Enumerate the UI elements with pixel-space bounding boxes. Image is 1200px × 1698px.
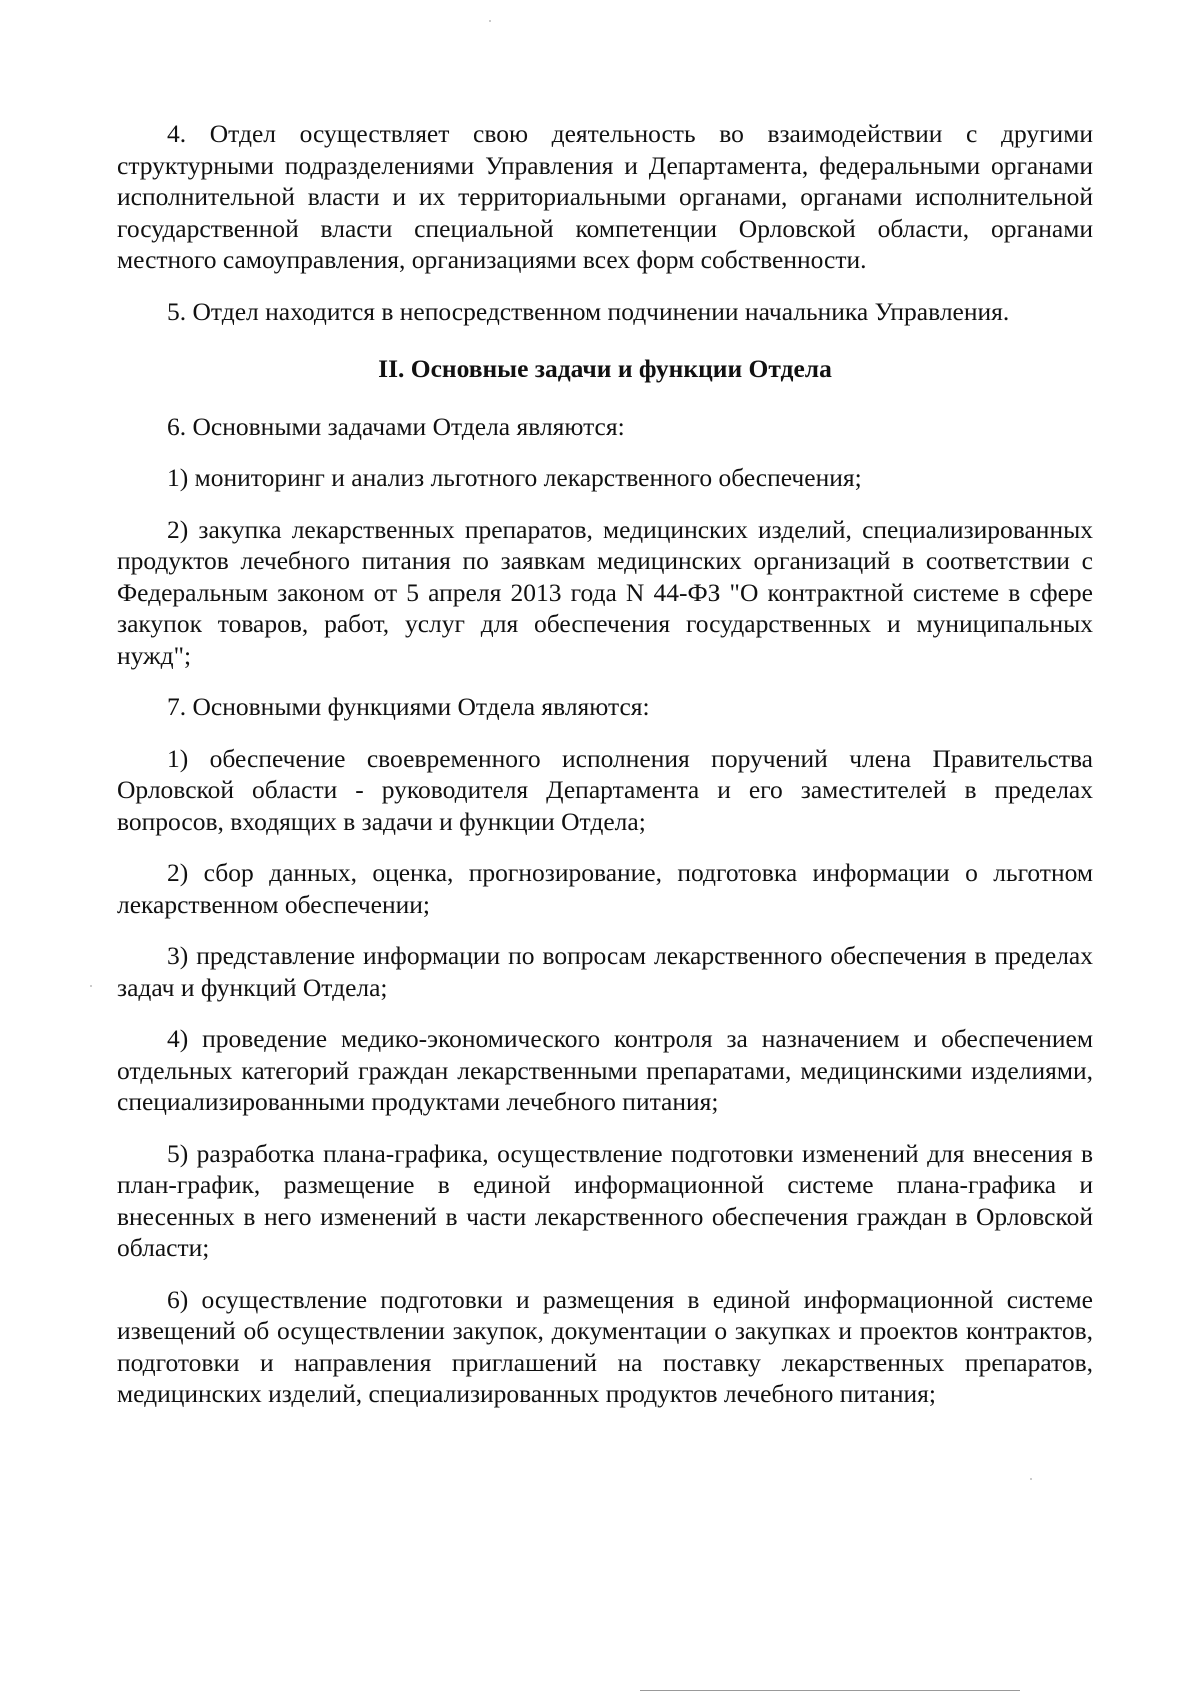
scan-speck bbox=[1030, 1478, 1032, 1480]
scan-edge-line bbox=[640, 1690, 1020, 1691]
function-item-4: 4) проведение медико-экономического контроля за назначением и обеспечением отдельных категорий граждан лекарственными препаратами, медицинскими изделиями, специализированными продуктами лечебного питания; bbox=[117, 1024, 1093, 1116]
functions-intro: 7. Основными функциями Отдела являются: bbox=[167, 692, 650, 721]
section-heading: II. Основные задачи и функции Отдела bbox=[378, 354, 832, 383]
document-body bbox=[117, 118, 1093, 1410]
function-item-5: 5) разработка плана-графика, осуществление подготовки изменений для внесения в план-график, размещение в единой информационной системе плана-графика и внесенных в него изменений в части лекарственного обеспечения граждан в Орловской области; bbox=[117, 1138, 1093, 1262]
task-item-1: 1) мониторинг и анализ льготного лекарственного обеспечения; bbox=[167, 463, 862, 492]
function-item-3: 3) представление информации по вопросам лекарственного обеспечения в пределах задач и функций Отдела; bbox=[117, 941, 1093, 1002]
scan-speck bbox=[90, 985, 92, 987]
task-item-2: 2) закупка лекарственных препаратов, медицинских изделий, специализированных продуктов лечебного питания по заявкам медицинских организаций в соответствии с Федеральным законом от 5 апреля 2013 года N 44-ФЗ "О контрактной системе в сфере закупок товаров, работ, услуг для обеспечения государственных и муниципальных нужд"; bbox=[117, 514, 1093, 670]
function-item-6: 6) осуществление подготовки и размещения в единой информационной системе извещений об осуществлении закупок, документации о закупках и проектов контрактов, подготовки и направления приглашений на поставку лекарственных препаратов, медицинских изделий, специализированных продуктов лечебного питания; bbox=[117, 1284, 1093, 1408]
function-item-2: 2) сбор данных, оценка, прогнозирование, подготовка информации о льготном лекарственном обеспечении; bbox=[117, 858, 1093, 919]
paragraph-5: 5. Отдел находится в непосредственном подчинении начальника Управления. bbox=[167, 296, 1010, 326]
scan-speck bbox=[489, 20, 491, 22]
tasks-intro: 6. Основными задачами Отдела являются: bbox=[167, 411, 625, 441]
paragraph-4: 4. Отдел осуществляет свою деятельность во взаимодействии с другими структурными подразделениями Управления и Департамента, федеральными органами исполнительной власти и их территориальными органами, органами исполнительной государственной власти специальной компетенции Орловской области, органами местного самоуправления, организациями всех форм собственности. bbox=[117, 119, 1093, 274]
function-item-1: 1) обеспечение своевременного исполнения поручений члена Правительства Орловской области - руководителя Департамента и его заместителей в пределах вопросов, входящих в задачи и функции Отдела; bbox=[117, 743, 1093, 836]
